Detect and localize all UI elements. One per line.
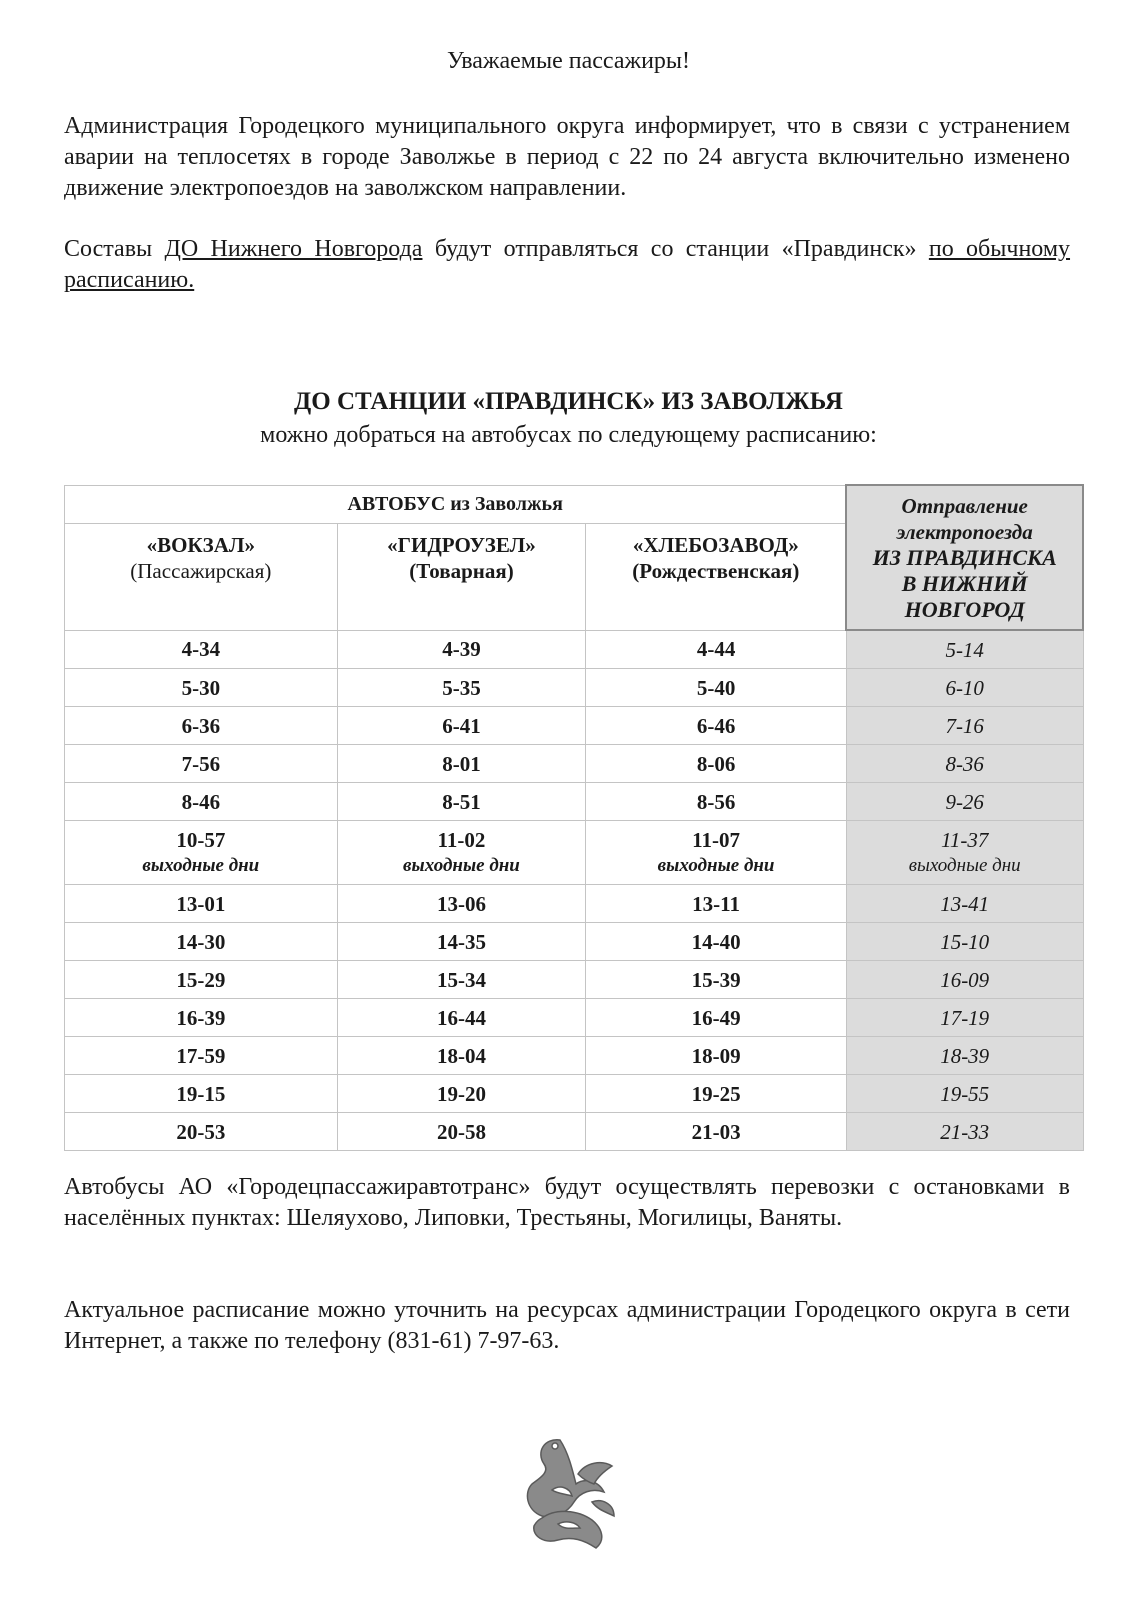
intro-paragraph: Администрация Городецкого муниципального округа информирует, что в связи с устранением аварии на теплосетях в городе Заволжье в период с 22 по 24 августа включительно изменено движение электропоездов на заволжском направлении.	[64, 113, 1070, 201]
train-header-line4: В НИЖНИЙ	[901, 570, 1028, 596]
table-row	[65, 707, 1084, 745]
time-value: 11-07	[692, 827, 740, 852]
time-gidrouzel: 8-51	[337, 783, 586, 821]
stop-header-gidrouzel	[337, 523, 586, 630]
time-gidrouzel: 18-04	[337, 1037, 586, 1075]
time-hlebozavod: 16-49	[586, 999, 847, 1037]
time-gidrouzel: 16-44	[337, 999, 586, 1037]
time-value: 11-02	[437, 827, 486, 852]
time-vokzal: 7-56	[65, 745, 338, 783]
time-gidrouzel: 20-58	[337, 1113, 586, 1151]
stop-subname: (Пассажирская)	[130, 558, 272, 583]
weekend-note: выходные дни	[908, 854, 1021, 876]
actual-schedule-paragraph: Актуальное расписание можно уточнить на ресурсах администрации Городецкого округа в сети Интернет, а также по телефону (831-61) 7-97-63.	[64, 1297, 1070, 1354]
time-train: 17-19	[846, 999, 1083, 1037]
sostav-middle: будут отправляться со станции «Правдинск»	[434, 236, 917, 262]
time-vokzal: 16-39	[65, 999, 338, 1037]
time-gidrouzel: 5-35	[337, 669, 586, 707]
table-row	[65, 669, 1084, 707]
time-gidrouzel: 14-35	[337, 923, 586, 961]
time-vokzal	[65, 821, 338, 885]
time-gidrouzel: 13-06	[337, 885, 586, 923]
sostav-schedule-note: по обычному расписанию.	[64, 236, 1071, 293]
schedule-body	[65, 630, 1084, 1151]
train-header-line5: НОВГОРОД	[904, 596, 1025, 622]
table-row	[65, 961, 1084, 999]
time-hlebozavod: 4-44	[586, 630, 847, 669]
train-header-line3: ИЗ ПРАВДИНСКА	[872, 544, 1057, 570]
train-header-line1: Отправление	[901, 493, 1028, 518]
time-train: 15-10	[846, 923, 1083, 961]
time-gidrouzel	[337, 821, 586, 885]
time-hlebozavod: 19-25	[586, 1075, 847, 1113]
time-hlebozavod: 13-11	[586, 885, 847, 923]
time-hlebozavod: 8-56	[586, 783, 847, 821]
time-hlebozavod: 14-40	[586, 923, 847, 961]
gorodets-bird-emblem-icon	[522, 1432, 622, 1552]
time-vokzal: 8-46	[65, 783, 338, 821]
time-train: 5-14	[846, 630, 1083, 669]
sostav-destination: ДО Нижнего Новгорода	[164, 236, 423, 262]
time-train	[846, 821, 1083, 885]
stop-name: «ГИДРОУЗЕЛ»	[387, 532, 536, 557]
time-train: 21-33	[846, 1113, 1083, 1151]
time-gidrouzel: 6-41	[337, 707, 586, 745]
time-vokzal: 4-34	[65, 630, 338, 669]
time-train: 7-16	[846, 707, 1083, 745]
time-train: 13-41	[846, 885, 1083, 923]
time-value: 10-57	[176, 827, 226, 852]
time-train: 19-55	[846, 1075, 1083, 1113]
time-vokzal: 6-36	[65, 707, 338, 745]
time-train: 16-09	[846, 961, 1083, 999]
time-gidrouzel: 8-01	[337, 745, 586, 783]
stop-subname: (Товарная)	[409, 558, 514, 583]
bus-schedule-table	[64, 484, 1084, 1151]
time-vokzal: 15-29	[65, 961, 338, 999]
stop-header-hlebozavod	[586, 523, 847, 630]
time-vokzal: 13-01	[65, 885, 338, 923]
time-vokzal: 14-30	[65, 923, 338, 961]
sostav-prefix: Составы	[64, 236, 153, 262]
section-subtitle: можно добраться на автобусах по следующему расписанию:	[260, 422, 877, 448]
stop-subname: (Рождественская)	[632, 558, 800, 583]
time-hlebozavod	[586, 821, 847, 885]
time-vokzal: 17-59	[65, 1037, 338, 1075]
time-hlebozavod: 21-03	[586, 1113, 847, 1151]
stop-name: «ХЛЕБОЗАВОД»	[632, 532, 799, 557]
time-train: 9-26	[846, 783, 1083, 821]
time-vokzal: 20-53	[65, 1113, 338, 1151]
table-row	[65, 885, 1084, 923]
table-row	[65, 745, 1084, 783]
table-row	[65, 999, 1084, 1037]
table-row	[65, 1075, 1084, 1113]
weekend-note: выходные дни	[403, 854, 520, 876]
time-gidrouzel: 19-20	[337, 1075, 586, 1113]
time-value: 11-37	[940, 827, 989, 852]
sostav-paragraph	[64, 234, 1070, 296]
bus-header: АВТОБУС из Заволжья	[65, 485, 847, 523]
greeting-heading: Уважаемые пассажиры!	[446, 48, 691, 74]
train-header	[846, 485, 1083, 630]
table-row	[65, 1113, 1084, 1151]
table-row	[65, 783, 1084, 821]
stop-header-vokzal	[65, 523, 338, 630]
time-gidrouzel: 4-39	[337, 630, 586, 669]
table-row	[65, 630, 1084, 669]
stop-name: «ВОКЗАЛ»	[146, 532, 256, 557]
section-title: ДО СТАНЦИИ «ПРАВДИНСК» ИЗ ЗАВОЛЖЬЯ	[294, 388, 843, 415]
time-train: 18-39	[846, 1037, 1083, 1075]
time-hlebozavod: 18-09	[586, 1037, 847, 1075]
time-train: 8-36	[846, 745, 1083, 783]
time-vokzal: 5-30	[65, 669, 338, 707]
time-hlebozavod: 6-46	[586, 707, 847, 745]
table-row	[65, 923, 1084, 961]
time-vokzal: 19-15	[65, 1075, 338, 1113]
weekend-note: выходные дни	[142, 854, 260, 876]
time-gidrouzel: 15-34	[337, 961, 586, 999]
time-hlebozavod: 15-39	[586, 961, 847, 999]
table-row-weekend	[65, 821, 1084, 885]
time-hlebozavod: 5-40	[586, 669, 847, 707]
time-hlebozavod: 8-06	[586, 745, 847, 783]
train-header-line2: электропоезда	[896, 519, 1033, 544]
weekend-note: выходные дни	[657, 854, 775, 876]
time-train: 6-10	[846, 669, 1083, 707]
table-row	[65, 1037, 1084, 1075]
buses-paragraph: Автобусы АО «Городецпассажиравтотранс» будут осуществлять перевозки с остановками в населённых пунктах: Шеляухово, Липовки, Трестьяны, Могилицы, Ваняты.	[64, 1174, 1070, 1231]
